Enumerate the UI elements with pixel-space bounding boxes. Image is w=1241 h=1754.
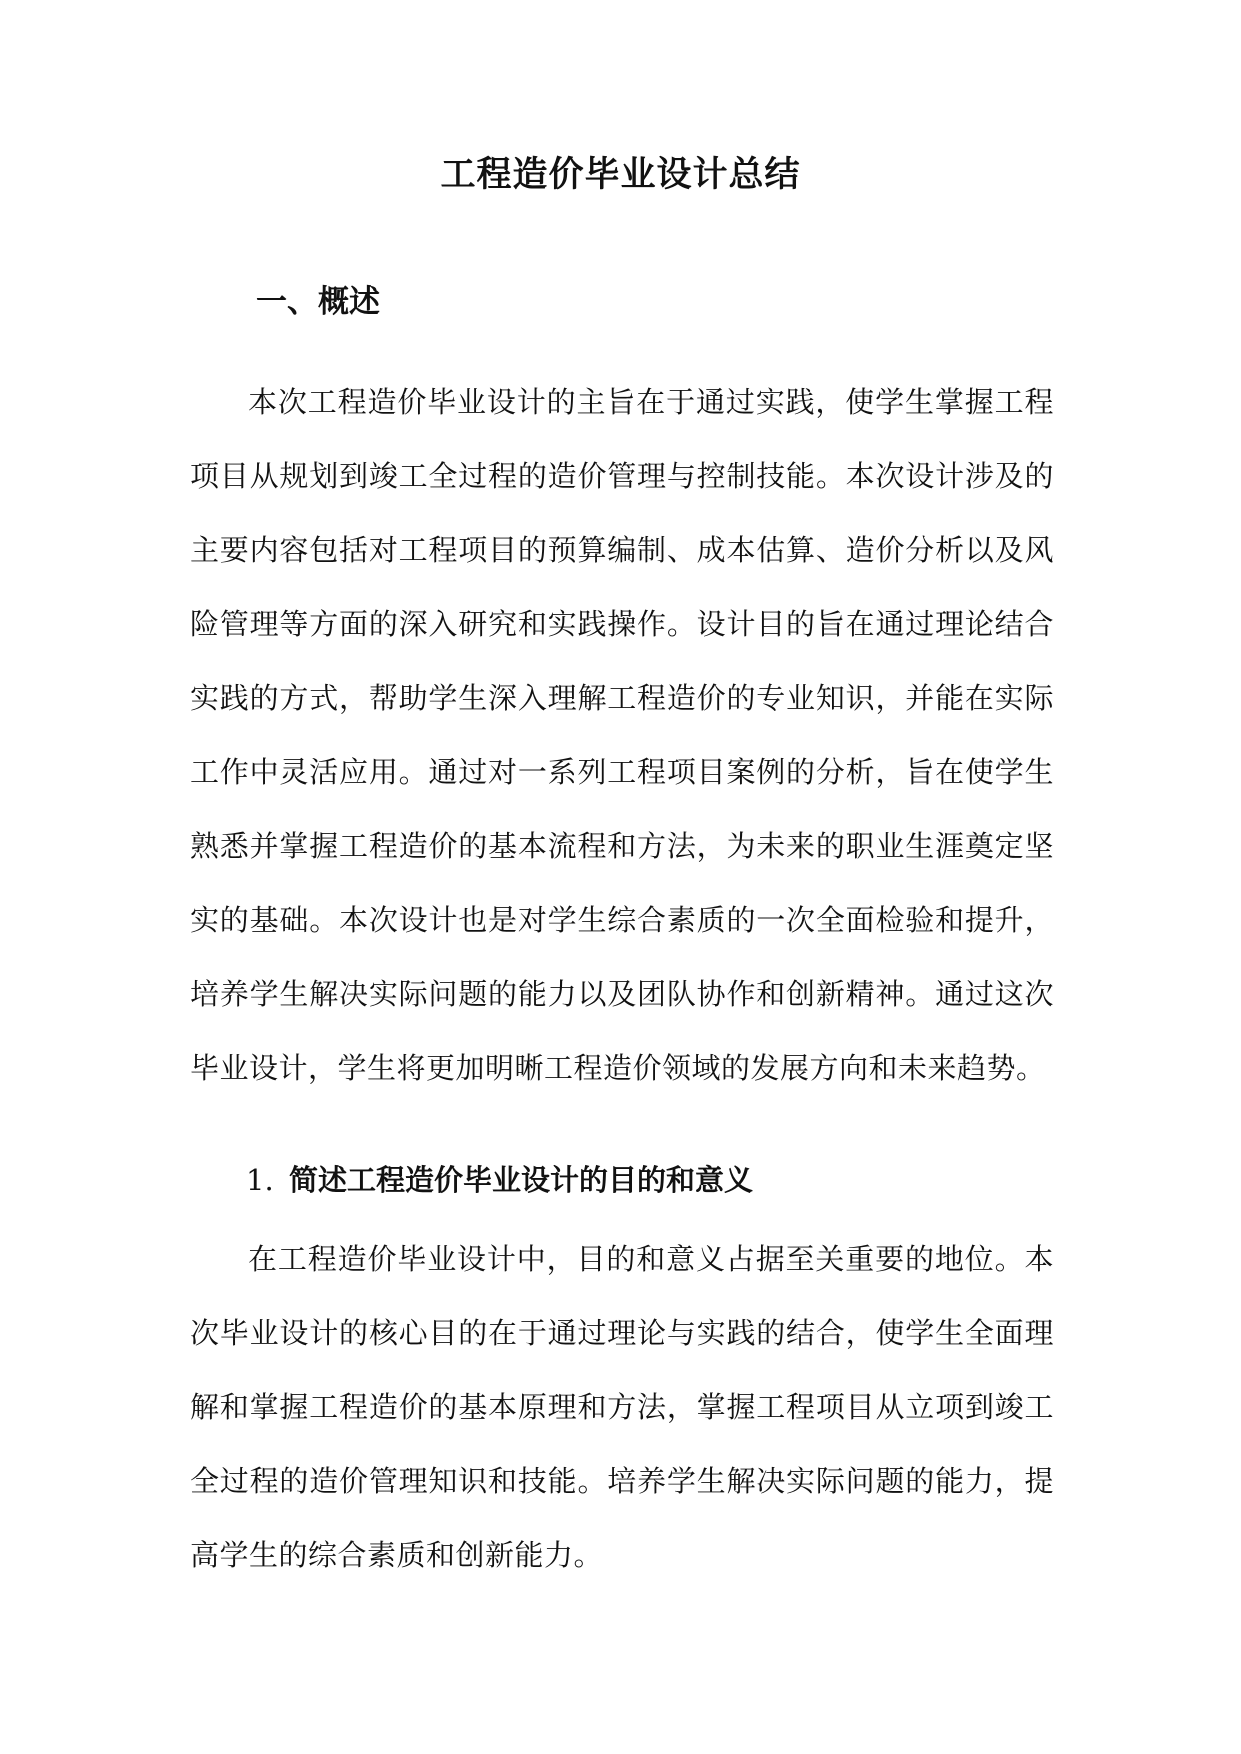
section-heading-overview: 一、概述: [256, 284, 380, 320]
overview-paragraph: 本次工程造价毕业设计的主旨在于通过实践，使学生掌握工程项目从规划到竣工全过程的造价管理与控制技能。本次设计涉及的主要内容包括对工程项目的预算编制、成本估算、造价分析以及风险管理等方面的深入研究和实践操作。设计目的旨在通过理论结合实践的方式，帮助学生深入理解工程造价的专业知识，并能在实际工作中灵活应用。通过对一系列工程项目案例的分析，旨在使学生熟悉并掌握工程造价的基本流程和方法，为未来的职业生涯奠定坚实的基础。本次设计也是对学生综合素质的一次全面检验和提升，培养学生解决实际问题的能力以及团队协作和创新精神。通过这次毕业设计，学生将更加明晰工程造价领域的发展方向和未来趋势。: [190, 385, 1054, 1085]
subsection-number: 1.: [246, 1163, 274, 1197]
purpose-paragraph: 在工程造价毕业设计中，目的和意义占据至关重要的地位。本次毕业设计的核心目的在于通过理论与实践的结合，使学生全面理解和掌握工程造价的基本原理和方法，掌握工程项目从立项到竣工全过程的造价管理知识和技能。培养学生解决实际问题的能力，提高学生的综合素质和创新能力。: [190, 1242, 1054, 1572]
document-title: 工程造价毕业设计总结: [440, 154, 801, 195]
subsection-heading-purpose: [246, 1159, 753, 1201]
subsection-heading-text: 简述工程造价毕业设计的目的和意义: [289, 1163, 754, 1197]
